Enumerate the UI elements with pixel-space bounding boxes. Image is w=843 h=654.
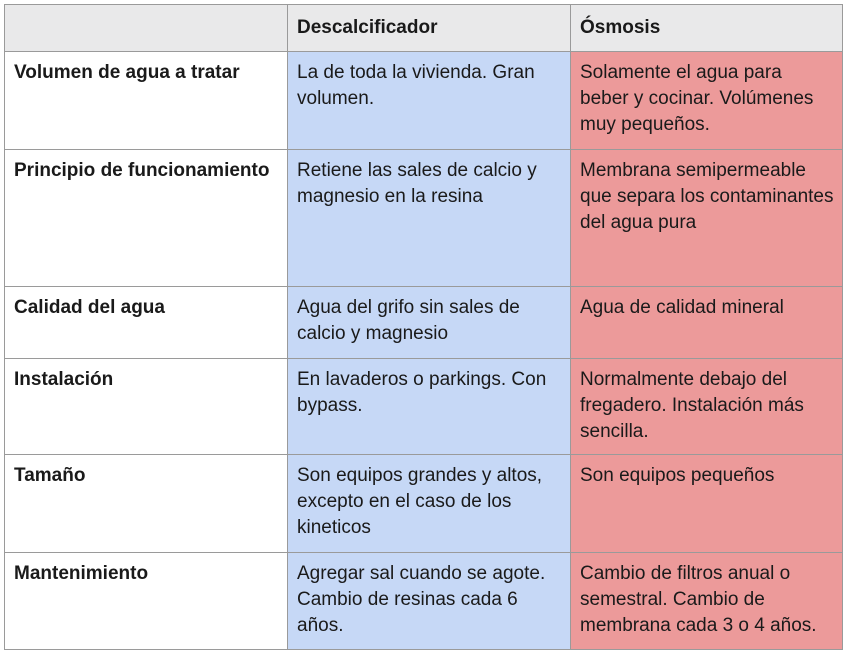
row-label: Tamaño <box>5 455 288 553</box>
row-label: Principio de funcionamiento <box>5 150 288 287</box>
cell-osmosis: Son equipos pequeños <box>571 455 843 553</box>
row-label: Volumen de agua a tratar <box>5 52 288 150</box>
cell-descalcificador: Agua del grifo sin sales de calcio y magnesio <box>288 287 571 359</box>
row-label: Mantenimiento <box>5 553 288 650</box>
cell-osmosis: Normalmente debajo del fregadero. Instalación más sencilla. <box>571 359 843 455</box>
header-descalcificador: Descalcificador <box>288 5 571 52</box>
cell-descalcificador: Son equipos grandes y altos, excepto en el caso de los kineticos <box>288 455 571 553</box>
cell-descalcificador: La de toda la vivienda. Gran volumen. <box>288 52 571 150</box>
comparison-table <box>4 4 843 650</box>
cell-osmosis: Cambio de filtros anual o semestral. Cambio de membrana cada 3 o 4 años. <box>571 553 843 650</box>
header-row <box>5 5 843 52</box>
cell-descalcificador: En lavaderos o parkings. Con bypass. <box>288 359 571 455</box>
cell-osmosis: Solamente el agua para beber y cocinar. Volúmenes muy pequeños. <box>571 52 843 150</box>
cell-osmosis: Agua de calidad mineral <box>571 287 843 359</box>
table-row-principio <box>5 150 843 287</box>
table-row-mantenimiento <box>5 553 843 650</box>
cell-descalcificador: Retiene las sales de calcio y magnesio en la resina <box>288 150 571 287</box>
table-row-calidad <box>5 287 843 359</box>
cell-descalcificador: Agregar sal cuando se agote. Cambio de resinas cada 6 años. <box>288 553 571 650</box>
table-row-tamano <box>5 455 843 553</box>
row-label: Calidad del agua <box>5 287 288 359</box>
table-row-volumen <box>5 52 843 150</box>
header-empty-cell <box>5 5 288 52</box>
row-label: Instalación <box>5 359 288 455</box>
cell-osmosis: Membrana semipermeable que separa los contaminantes del agua pura <box>571 150 843 287</box>
header-osmosis: Ósmosis <box>571 5 843 52</box>
table-row-instalacion <box>5 359 843 455</box>
